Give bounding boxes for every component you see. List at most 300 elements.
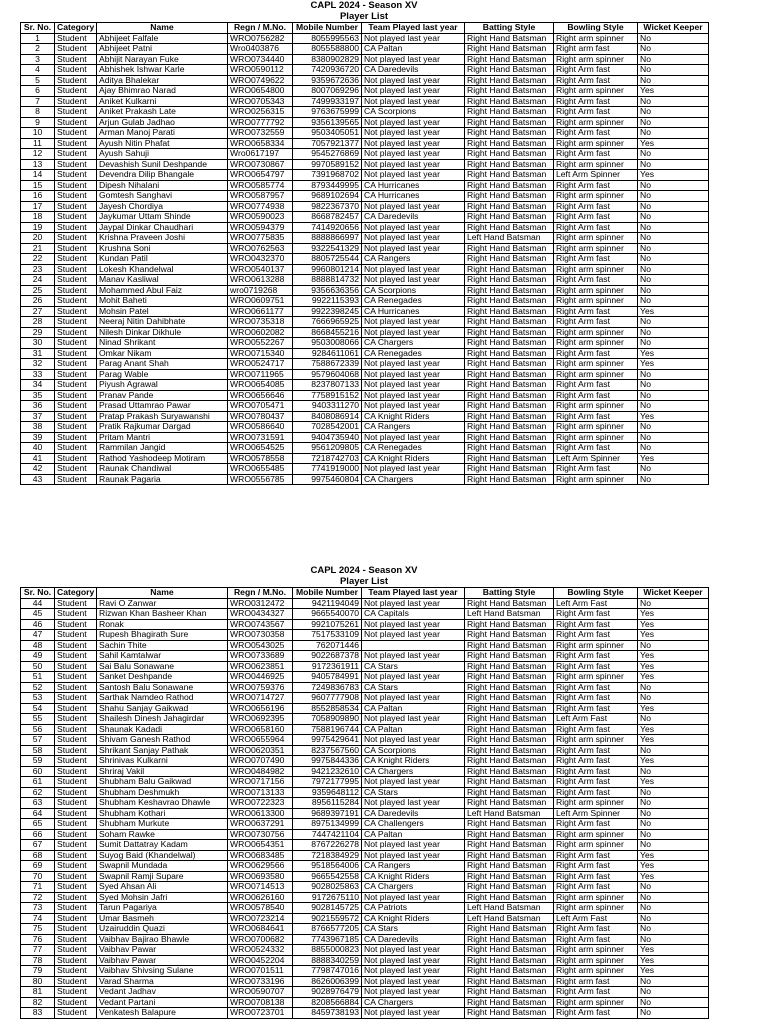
cell-category: Student [55,766,97,777]
cell-regn: WRO0743567 [228,619,293,630]
cell-category: Student [55,411,97,422]
cell-wicket-keeper: No [638,75,709,86]
cell-regn: WRO0594379 [228,222,293,233]
cell-team: Not played last year [362,1008,465,1019]
cell-team: Not played last year [362,892,465,903]
cell-bowling: Right Arm fast [554,871,638,882]
cell-category: Student [55,703,97,714]
cell-team: CA Chargers [362,474,465,485]
cell-name: Lokesh Khandelwal [97,264,228,275]
cell-sr-no: 26 [21,296,55,307]
cell-batting: Right Hand Batsman [465,682,554,693]
cell-wicket-keeper: Yes [638,661,709,672]
cell-category: Student [55,138,97,149]
cell-wicket-keeper: No [638,798,709,809]
cell-name: Piyush Agrawal [97,380,228,391]
cell-batting: Right Hand Batsman [465,924,554,935]
cell-mobile: 8956115284 [293,798,362,809]
cell-mobile: 9518564006 [293,861,362,872]
cell-sr-no: 47 [21,630,55,641]
cell-mobile: 9665542558 [293,871,362,882]
cell-sr-no: 59 [21,756,55,767]
header-regn: Regn / M.No. [228,23,293,34]
cell-regn: WRO0586640 [228,422,293,433]
cell-regn: WRO0623851 [228,661,293,672]
cell-sr-no: 40 [21,443,55,454]
cell-category: Student [55,640,97,651]
cell-regn: WRO0733196 [228,976,293,987]
cell-category: Student [55,682,97,693]
cell-name: Shubham Deshmukh [97,787,228,798]
cell-regn: Wro0617197 [228,149,293,160]
cell-mobile: 8237567560 [293,745,362,756]
header-mobile: Mobile Number [293,23,362,34]
cell-batting: Right Hand Batsman [465,598,554,609]
cell-wicket-keeper: No [638,913,709,924]
cell-category: Student [55,86,97,97]
cell-wicket-keeper: No [638,987,709,998]
table-row [21,766,709,777]
cell-batting: Right Hand Batsman [465,871,554,882]
cell-team: CA Hurricanes [362,306,465,317]
cell-team: Not played last year [362,735,465,746]
cell-regn: WRO0613300 [228,808,293,819]
cell-sr-no: 32 [21,359,55,370]
cell-wicket-keeper: No [638,443,709,454]
cell-bowling: Left Arm Spinner [554,808,638,819]
cell-bowling: Right Arm fast [554,777,638,788]
cell-team: Not played last year [362,128,465,139]
cell-regn: WRO0540137 [228,264,293,275]
table-row [21,829,709,840]
cell-name: Ayush Nitin Phafat [97,138,228,149]
cell-batting: Right Hand Batsman [465,306,554,317]
table-row [21,75,709,86]
cell-batting: Right Hand Batsman [465,296,554,307]
cell-mobile: 9405784991 [293,672,362,683]
cell-wicket-keeper: Yes [638,861,709,872]
cell-wicket-keeper: Yes [638,735,709,746]
cell-bowling: Left Arm Spinner [554,170,638,181]
cell-team: CA Paltan [362,44,465,55]
cell-bowling: Right Arm fast [554,609,638,620]
cell-bowling: Right arm spinner [554,86,638,97]
cell-wicket-keeper: No [638,474,709,485]
cell-batting: Left Hand Batsman [465,233,554,244]
cell-bowling: Right Arm fast [554,619,638,630]
cell-bowling: Right Arm fast [554,703,638,714]
cell-mobile: 7798747016 [293,966,362,977]
cell-wicket-keeper: No [638,464,709,475]
table-row [21,443,709,454]
cell-name: Krushna Soni [97,243,228,254]
cell-batting: Right Hand Batsman [465,787,554,798]
table-row [21,222,709,233]
cell-sr-no: 63 [21,798,55,809]
cell-category: Student [55,317,97,328]
cell-wicket-keeper: No [638,714,709,725]
cell-regn: WRO0684641 [228,924,293,935]
cell-regn: WRO0602082 [228,327,293,338]
cell-sr-no: 67 [21,840,55,851]
cell-bowling: Right Arm fast [554,96,638,107]
cell-batting: Right Hand Batsman [465,159,554,170]
cell-team: CA Paltan [362,703,465,714]
cell-mobile: 7588196744 [293,724,362,735]
cell-wicket-keeper: No [638,201,709,212]
cell-bowling: Right arm spinner [554,432,638,443]
cell-sr-no: 1 [21,33,55,44]
cell-name: Pratik Rajkumar Dargad [97,422,228,433]
cell-team: Not played last year [362,170,465,181]
table-row [21,233,709,244]
table-row [21,924,709,935]
cell-mobile: 8055588800 [293,44,362,55]
cell-bowling: Right arm spinner [554,955,638,966]
cell-category: Student [55,159,97,170]
cell-batting: Right Hand Batsman [465,243,554,254]
cell-sr-no: 75 [21,924,55,935]
cell-regn: WRO0705343 [228,96,293,107]
cell-name: Mohit Baheti [97,296,228,307]
cell-bowling: Right arm spinner [554,138,638,149]
cell-regn: WRO0723214 [228,913,293,924]
cell-bowling: Left Arm Fast [554,913,638,924]
cell-name: Jaypal Dinkar Chaudhari [97,222,228,233]
cell-wicket-keeper: Yes [638,138,709,149]
cell-team: CA Hurricanes [362,180,465,191]
table-header-row [21,23,709,34]
cell-regn: WRO0714513 [228,882,293,893]
cell-team: CA Patriots [362,903,465,914]
cell-category: Student [55,243,97,254]
cell-sr-no: 53 [21,693,55,704]
table-row [21,976,709,987]
table-row [21,338,709,349]
cell-team: Not played last year [362,966,465,977]
cell-regn: WRO0715340 [228,348,293,359]
cell-name: Vedant Jadhav [97,987,228,998]
cell-category: Student [55,829,97,840]
cell-mobile: 9922398245 [293,306,362,317]
cell-batting: Right Hand Batsman [465,338,554,349]
cell-regn: WRO0775835 [228,233,293,244]
cell-regn: WRO0714727 [228,693,293,704]
cell-wicket-keeper: No [638,422,709,433]
cell-team: Not played last year [362,149,465,160]
cell-name: Manav Kasliwal [97,275,228,286]
cell-name: Swapnil Ramji Supare [97,871,228,882]
cell-mobile: 8767226278 [293,840,362,851]
cell-category: Student [55,254,97,265]
cell-name: Vedant Partani [97,997,228,1008]
cell-sr-no: 50 [21,661,55,672]
table-row [21,630,709,641]
cell-name: Rizwan Khan Basheer Khan [97,609,228,620]
table-row [21,861,709,872]
cell-category: Student [55,598,97,609]
cell-category: Student [55,997,97,1008]
cell-mobile: 7499933197 [293,96,362,107]
cell-regn: WRO0654800 [228,86,293,97]
cell-bowling: Right arm fast [554,976,638,987]
cell-regn: WRO0656196 [228,703,293,714]
cell-team: CA Hurricanes [362,191,465,202]
cell-wicket-keeper: No [638,829,709,840]
cell-category: Student [55,882,97,893]
table-row [21,787,709,798]
cell-category: Student [55,724,97,735]
cell-team: CA Daredevils [362,65,465,76]
cell-batting: Right Hand Batsman [465,640,554,651]
cell-wicket-keeper: No [638,598,709,609]
cell-category: Student [55,107,97,118]
cell-mobile: 8888814732 [293,275,362,286]
cell-bowling: Right Arm fast [554,306,638,317]
cell-batting: Right Hand Batsman [465,829,554,840]
header-regn: Regn / M.No. [228,588,293,599]
cell-mobile: 9022687378 [293,651,362,662]
cell-name: Shaunak Kadadi [97,724,228,735]
cell-mobile: 8552858534 [293,703,362,714]
cell-wicket-keeper: No [638,107,709,118]
cell-team: CA Chargers [362,338,465,349]
cell-bowling: Right Arm fast [554,651,638,662]
cell-mobile: 7218742703 [293,453,362,464]
cell-batting: Right Hand Batsman [465,672,554,683]
cell-regn: WRO0693580 [228,871,293,882]
cell-name: Jaykumar Uttam Shinde [97,212,228,223]
cell-sr-no: 37 [21,411,55,422]
cell-category: Student [55,976,97,987]
cell-team: Not played last year [362,987,465,998]
cell-bowling: Right Arm fast [554,222,638,233]
cell-category: Student [55,390,97,401]
cell-category: Student [55,443,97,454]
cell-name: Parag Wable [97,369,228,380]
cell-regn: WRO0446925 [228,672,293,683]
cell-sr-no: 76 [21,934,55,945]
cell-bowling: Right arm spinner [554,640,638,651]
cell-batting: Left Hand Batsman [465,903,554,914]
cell-category: Student [55,191,97,202]
cell-batting: Right Hand Batsman [465,882,554,893]
table-row [21,934,709,945]
cell-mobile: 8793449995 [293,180,362,191]
cell-bowling: Right Arm fast [554,682,638,693]
cell-category: Student [55,180,97,191]
cell-batting: Right Hand Batsman [465,432,554,443]
cell-name: Pritam Mantri [97,432,228,443]
cell-name: Suyog Baid (Khandelwal) [97,850,228,861]
cell-batting: Right Hand Batsman [465,661,554,672]
cell-regn: WRO0452204 [228,955,293,966]
cell-sr-no: 29 [21,327,55,338]
cell-batting: Right Hand Batsman [465,96,554,107]
table-row [21,1008,709,1019]
cell-mobile: 9403311270 [293,401,362,412]
cell-sr-no: 33 [21,369,55,380]
cell-sr-no: 42 [21,464,55,475]
cell-category: Student [55,808,97,819]
table-row [21,474,709,485]
cell-category: Student [55,609,97,620]
cell-category: Student [55,913,97,924]
cell-mobile: 7447421104 [293,829,362,840]
cell-category: Student [55,359,97,370]
cell-wicket-keeper: No [638,401,709,412]
document-title: CAPL 2024 - Season XV [310,0,418,11]
cell-mobile: 9545276869 [293,149,362,160]
cell-mobile: 9421232610 [293,766,362,777]
table-row [21,432,709,443]
cell-wicket-keeper: Yes [638,850,709,861]
cell-category: Student [55,693,97,704]
cell-batting: Right Hand Batsman [465,703,554,714]
cell-team: Not played last year [362,693,465,704]
cell-batting: Right Hand Batsman [465,819,554,830]
cell-regn: WRO0556785 [228,474,293,485]
cell-name: Mohammed Abul Faiz [97,285,228,296]
cell-wicket-keeper: No [638,840,709,851]
table-row [21,798,709,809]
cell-batting: Right Hand Batsman [465,766,554,777]
cell-category: Student [55,903,97,914]
cell-name: Devendra Dilip Bhangale [97,170,228,181]
cell-mobile: 7218384929 [293,850,362,861]
cell-regn: WRO0732559 [228,128,293,139]
cell-bowling: Right arm spinner [554,359,638,370]
cell-regn: WRO0578558 [228,453,293,464]
cell-bowling: Right arm spinner [554,798,638,809]
cell-mobile: 7028542001 [293,422,362,433]
cell-batting: Right Hand Batsman [465,735,554,746]
table-row [21,714,709,725]
cell-regn: WRO0708138 [228,997,293,1008]
cell-mobile: 9404735940 [293,432,362,443]
table-row [21,661,709,672]
cell-batting: Right Hand Batsman [465,798,554,809]
cell-category: Student [55,987,97,998]
table-row [21,327,709,338]
cell-sr-no: 64 [21,808,55,819]
cell-mobile: 7743967185 [293,934,362,945]
cell-category: Student [55,945,97,956]
cell-category: Student [55,170,97,181]
cell-bowling: Right Arm fast [554,443,638,454]
table-row [21,44,709,55]
cell-bowling: Right Arm fast [554,934,638,945]
cell-mobile: 8459738193 [293,1008,362,1019]
cell-regn: WRO0587957 [228,191,293,202]
cell-category: Student [55,871,97,882]
cell-sr-no: 51 [21,672,55,683]
table-row [21,808,709,819]
cell-bowling: Right Arm fast [554,766,638,777]
cell-mobile: 9822367370 [293,201,362,212]
cell-batting: Right Hand Batsman [465,1008,554,1019]
cell-category: Student [55,65,97,76]
cell-batting: Left Hand Batsman [465,913,554,924]
table-row [21,682,709,693]
cell-bowling: Right Arm fast [554,1008,638,1019]
table-row [21,359,709,370]
cell-batting: Right Hand Batsman [465,422,554,433]
cell-bowling: Right Arm fast [554,348,638,359]
cell-team: Not played last year [362,777,465,788]
cell-team: CA Rangers [362,861,465,872]
cell-regn: WRO0734440 [228,54,293,65]
cell-category: Student [55,222,97,233]
cell-batting: Right Hand Batsman [465,474,554,485]
cell-batting: Right Hand Batsman [465,212,554,223]
cell-team: CA Capitals [362,609,465,620]
cell-bowling: Right arm spinner [554,735,638,746]
cell-wicket-keeper: No [638,191,709,202]
cell-mobile: 9960801214 [293,264,362,275]
cell-team: Not played last year [362,976,465,987]
cell-sr-no: 21 [21,243,55,254]
cell-regn: WRO0762563 [228,243,293,254]
cell-category: Student [55,275,97,286]
table-row [21,651,709,662]
cell-category: Student [55,1008,97,1019]
cell-batting: Right Hand Batsman [465,724,554,735]
header-category: Category [55,588,97,599]
cell-wicket-keeper: No [638,128,709,139]
cell-regn: WRO0656646 [228,390,293,401]
cell-batting: Right Hand Batsman [465,955,554,966]
table-row [21,987,709,998]
cell-batting: Right Hand Batsman [465,285,554,296]
cell-sr-no: 68 [21,850,55,861]
cell-name: Sanket Deshpande [97,672,228,683]
cell-bowling: Right arm spinner [554,892,638,903]
cell-wicket-keeper: No [638,159,709,170]
cell-mobile: 9763675999 [293,107,362,118]
cell-mobile: 7588672339 [293,359,362,370]
cell-mobile: 7420936720 [293,65,362,76]
cell-name: Ninad Shrikant [97,338,228,349]
cell-wicket-keeper: No [638,317,709,328]
cell-sr-no: 72 [21,892,55,903]
table-row [21,945,709,956]
cell-bowling: Right Arm fast [554,390,638,401]
cell-regn: WRO0733689 [228,651,293,662]
cell-team: Not played last year [362,714,465,725]
cell-sr-no: 24 [21,275,55,286]
cell-sr-no: 56 [21,724,55,735]
cell-sr-no: 58 [21,745,55,756]
cell-category: Student [55,306,97,317]
cell-batting: Right Hand Batsman [465,44,554,55]
cell-mobile: 9172675110 [293,892,362,903]
cell-regn: wro0719268 [228,285,293,296]
cell-bowling: Right Arm fast [554,107,638,118]
cell-wicket-keeper: No [638,180,709,191]
cell-bowling: Right Arm fast [554,924,638,935]
cell-regn: WRO0777792 [228,117,293,128]
cell-sr-no: 22 [21,254,55,265]
cell-bowling: Right arm spinner [554,369,638,380]
cell-mobile: 9970589152 [293,159,362,170]
cell-name: Omkar Nikam [97,348,228,359]
cell-bowling: Right arm spinner [554,159,638,170]
cell-bowling: Right Arm fast [554,180,638,191]
cell-wicket-keeper: Yes [638,955,709,966]
cell-sr-no: 83 [21,1008,55,1019]
table-row [21,390,709,401]
